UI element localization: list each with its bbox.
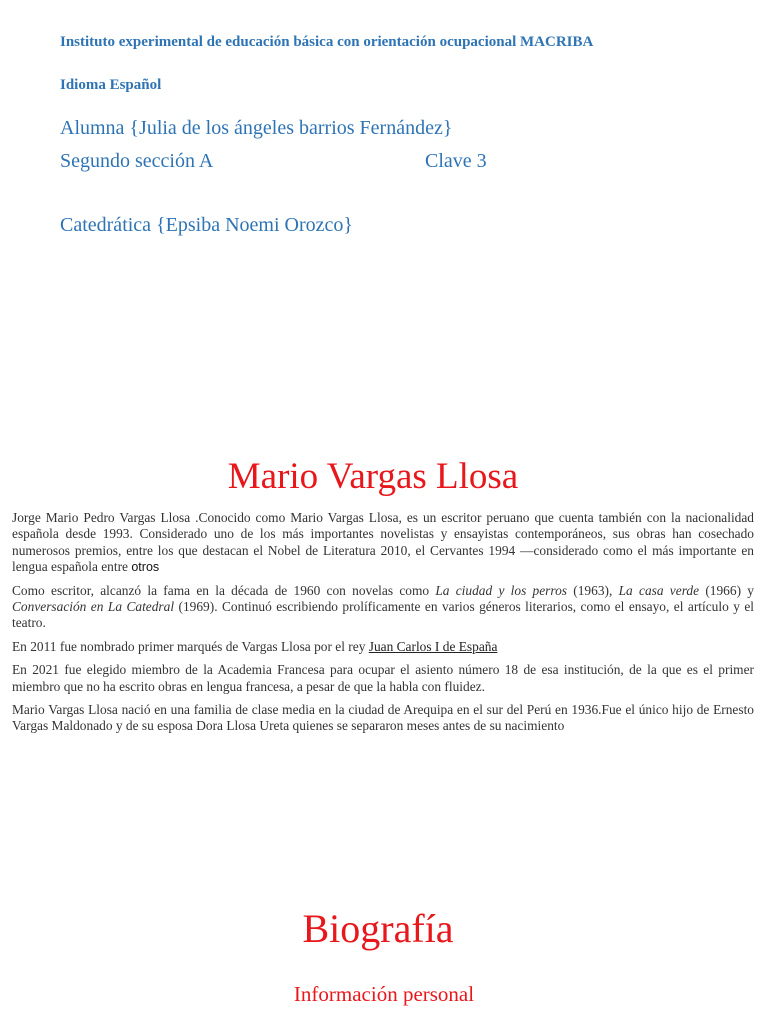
book-title-conversacion: Conversación en La Catedral bbox=[12, 599, 175, 615]
personal-info-heading: Información personal bbox=[293, 982, 475, 1006]
paragraph-3 bbox=[12, 639, 754, 655]
paragraph-2-text-a: Como escritor, alcanzó la fama en la década de 1960 con novelas como bbox=[12, 582, 436, 598]
subject-label: Idioma Español bbox=[60, 77, 162, 93]
paragraph-2-text-e: (1966) y bbox=[699, 582, 754, 598]
institute-name: Instituto experimental de educación básica con orientación ocupacional MACRIBA bbox=[60, 34, 594, 50]
juan-carlos-link[interactable]: Juan Carlos I de España bbox=[368, 638, 498, 654]
paragraph-4: En 2021 fue elegido miembro de la Academia Francesa para ocupar el asiento número 18 de esa institución, de la que es el primer miembro que no ha escrito obras en lengua francesa, a pesar de que la habla con fluidez. bbox=[12, 662, 754, 694]
book-title-ciudad: La ciudad y los perros bbox=[435, 582, 568, 598]
paragraph-2 bbox=[12, 583, 754, 632]
teacher-name: Catedrática {Epsiba Noemi Orozco} bbox=[60, 214, 353, 236]
page-title: Mario Vargas Llosa bbox=[227, 456, 519, 497]
paragraph-5: Mario Vargas Llosa nació en una familia de clase media en la ciudad de Arequipa en el sur del Perú en 1936.Fue el único hijo de Ernesto Vargas Maldonado y de su esposa Dora Llosa Ureta quienes se separaron meses antes de su nacimiento bbox=[12, 702, 754, 734]
book-title-casa-verde: La casa verde bbox=[618, 582, 700, 598]
article-body bbox=[12, 510, 754, 742]
paragraph-1-end: otros bbox=[131, 560, 160, 575]
biography-heading: Biografía bbox=[302, 906, 454, 951]
paragraph-3-text: En 2011 fue nombrado primer marqués de Vargas Llosa por el rey bbox=[12, 638, 369, 654]
paragraph-2-text-c: (1963), bbox=[567, 582, 619, 598]
section-label: Segundo sección A bbox=[60, 150, 214, 172]
paragraph-2-text-g: (1969). Continuó escribiendo prolíficamente en varios géneros literarios, como el ensayo, el artículo y el teatro. bbox=[12, 599, 754, 631]
paragraph-1-text: Jorge Mario Pedro Vargas Llosa .Conocido como Mario Vargas Llosa, es un escritor peruano que cuenta también con la nacionalidad española desde 1993. Considerado uno de los más importantes novelistas y ensayistas contemporáneos, sus obras han cosechado numerosos premios, entre los que destacan el Nobel de Literatura 2010, el Cervantes 1994 —considerado como el más importante en lengua española entre bbox=[12, 510, 754, 575]
paragraph-1 bbox=[12, 510, 754, 576]
key-label: Clave 3 bbox=[425, 150, 487, 172]
student-name: Alumna {Julia de los ángeles barrios Fernández} bbox=[60, 117, 453, 139]
